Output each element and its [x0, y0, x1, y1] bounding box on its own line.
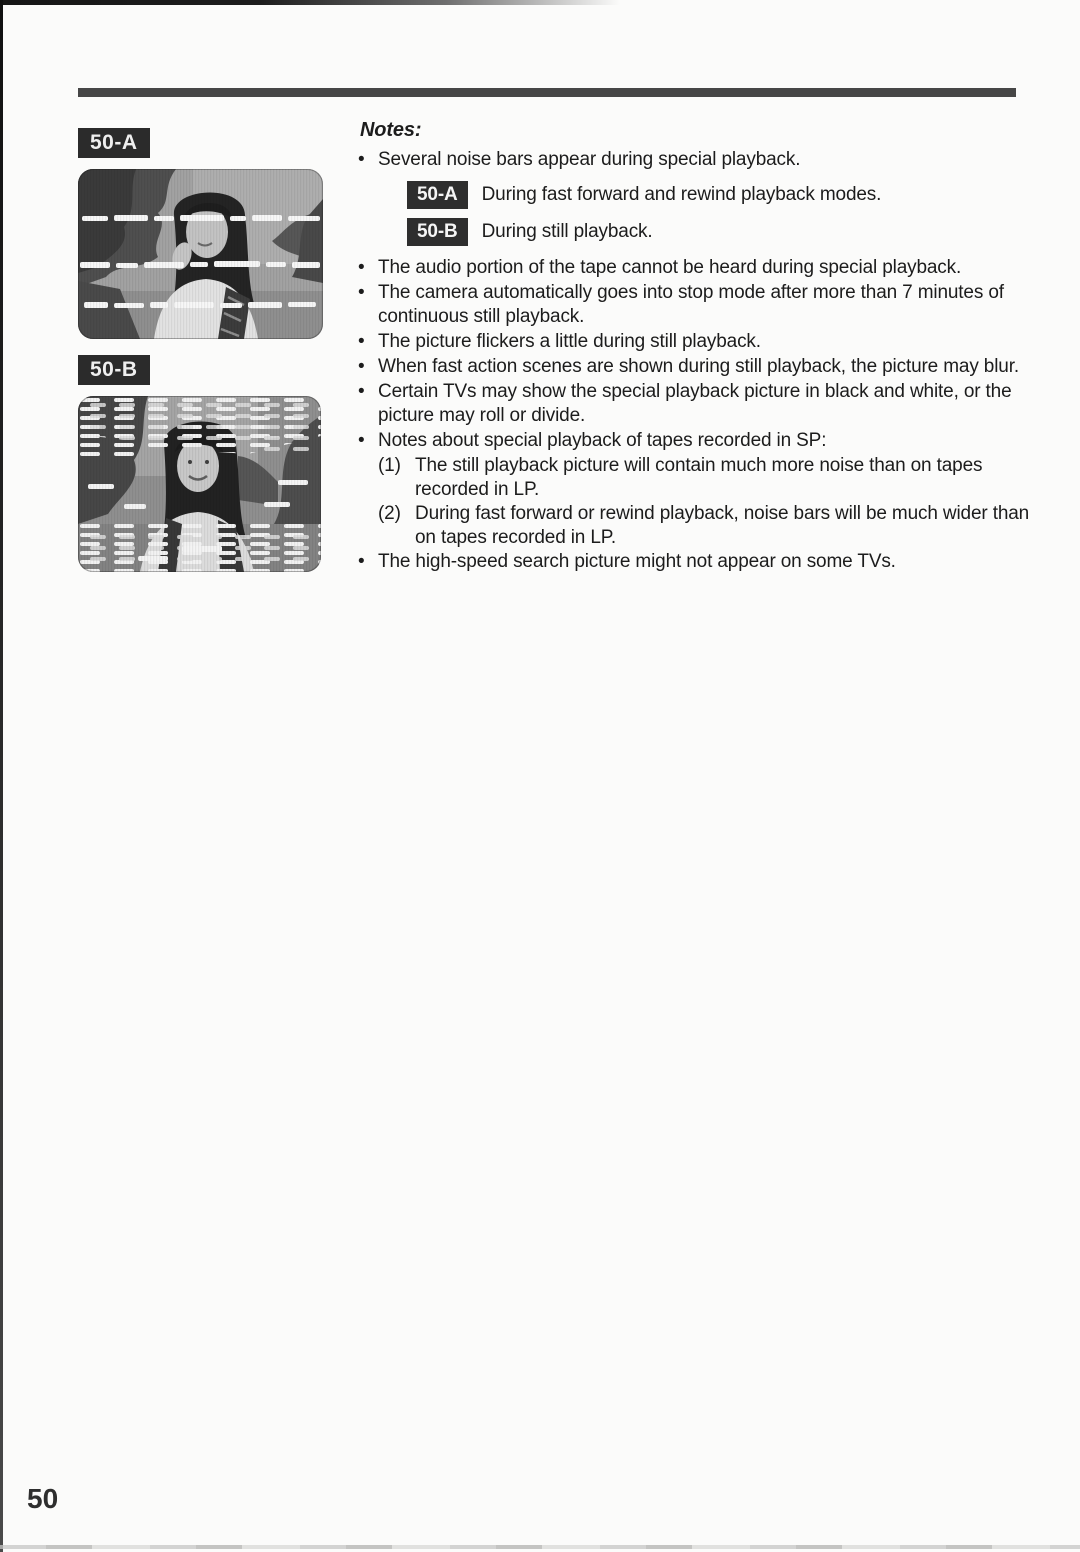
bullet-marker: •: [358, 430, 365, 451]
note-badge-row-50b: [407, 218, 1042, 246]
note-item: [358, 330, 1042, 354]
sub-item-number: (1): [378, 455, 401, 476]
note-text: The camera automatically goes into stop mode after more than 7 minutes of continuous still playback.: [378, 282, 1004, 327]
scan-artifact-bottom-edge: [0, 1545, 1080, 1549]
note-item: [358, 256, 1042, 280]
figure-ref-badge-50b: 50-B: [407, 218, 468, 246]
note-sub-item-1: [378, 454, 1042, 502]
note-text: The picture flickers a little during still playback.: [378, 331, 761, 352]
note-item: [358, 429, 1042, 453]
sub-item-text: During fast forward or rewind playback, noise bars will be much wider than on tapes recorded in LP.: [415, 503, 1030, 548]
note-text: Notes about special playback of tapes recorded in SP:: [378, 430, 827, 451]
note-text: When fast action scenes are shown during still playback, the picture may blur.: [378, 356, 1019, 377]
figure-50a: [78, 128, 323, 339]
note-sub-item-2: [378, 502, 1042, 550]
note-text: Certain TVs may show the special playback picture in black and white, or the picture may roll or divide.: [378, 381, 1012, 426]
notes-heading: Notes:: [360, 119, 422, 141]
note-item: [358, 281, 1042, 329]
page-number: 50: [27, 1483, 59, 1514]
scan-artifact-top-edge: [0, 0, 620, 5]
bullet-marker: •: [358, 331, 365, 352]
note-item: [358, 550, 1042, 574]
bullet-marker: •: [358, 149, 365, 170]
bullet-marker: •: [358, 381, 365, 402]
bullet-marker: •: [358, 551, 365, 572]
figure-label-50b: 50-B: [78, 355, 150, 385]
sub-item-number: (2): [378, 503, 401, 524]
figure-50b: [78, 355, 321, 572]
figure-label-50a: 50-A: [78, 128, 150, 158]
sub-item-text: The still playback picture will contain much more noise than on tapes recorded in LP.: [415, 455, 983, 500]
figure-ref-badge-50a: 50-A: [407, 181, 468, 209]
badge-row-text: During fast forward and rewind playback modes.: [481, 184, 882, 205]
bullet-marker: •: [358, 257, 365, 278]
section-divider-rule: [78, 88, 1016, 97]
scan-artifact-left-edge: [0, 0, 3, 1552]
figure-50a-image: [78, 169, 323, 339]
bullet-marker: •: [358, 356, 365, 377]
notes-section: [358, 118, 1042, 575]
badge-row-text: During still playback.: [481, 221, 653, 242]
note-text: The audio portion of the tape cannot be heard during special playback.: [378, 257, 962, 278]
note-badge-row-50a: [407, 181, 1042, 209]
bullet-marker: •: [358, 282, 365, 303]
note-text: Several noise bars appear during special playback.: [378, 149, 801, 170]
note-item: [358, 355, 1042, 379]
figure-50b-image: [78, 396, 321, 572]
note-item: [358, 148, 1042, 172]
note-text: The high-speed search picture might not appear on some TVs.: [378, 551, 896, 572]
note-item: [358, 380, 1042, 428]
